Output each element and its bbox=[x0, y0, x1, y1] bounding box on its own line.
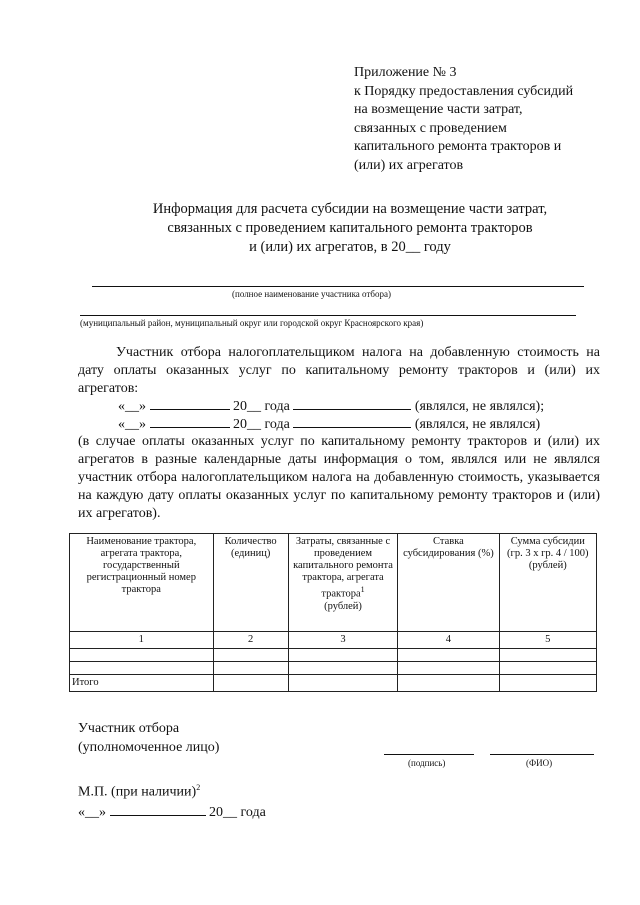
stamp-label-line bbox=[78, 778, 266, 803]
stamp-label: М.П. (при наличии) bbox=[78, 784, 197, 800]
date-year: 20__ года bbox=[233, 399, 290, 414]
participant-name-line bbox=[92, 286, 584, 287]
signature-caption: (подпись) bbox=[408, 758, 446, 768]
header-cell-name: Наименование трактора, агрегата трактора, государственный регистрационный номер трактора bbox=[70, 534, 214, 632]
footnote-2: 2 bbox=[196, 783, 201, 792]
note-text: (в случае оплаты оказанных услуг по капитальному ремонту тракторов и (или) их агрегатов в разные календарные даты информация о том, являлся или не являлся участник отбора налогоплательщиком налога на добавленную стоимость, указывается на каждую дату оплаты оказанных услуг по капитальному ремонту тракторов и (или) их агрегатов). bbox=[78, 434, 600, 521]
col-number: 4 bbox=[398, 632, 499, 649]
fio-caption: (ФИО) bbox=[526, 758, 553, 768]
stamp-date-year: 20__ года bbox=[209, 804, 266, 820]
header-cell-quantity: Количество (единиц) bbox=[213, 534, 288, 632]
appendix-line: (или) их агрегатов bbox=[354, 157, 464, 173]
date-day: «__» bbox=[118, 417, 146, 432]
status-blank bbox=[293, 397, 411, 410]
date-month-blank bbox=[150, 397, 230, 410]
title-line: и (или) их агрегатов, в 20__ году bbox=[249, 239, 451, 255]
total-label: Итого bbox=[70, 675, 214, 692]
appendix-line: связанных с проведением bbox=[354, 120, 507, 136]
header-cell-costs bbox=[288, 534, 397, 632]
footnote-1: 1 bbox=[360, 585, 365, 594]
header-cell-rate: Ставка субсидирования (%) bbox=[398, 534, 499, 632]
date-line-2 bbox=[118, 415, 540, 433]
intro-text: Участник отбора налогоплательщиком налога на добавленную стоимость на дату оплаты оказанных услуг по капитальному ремонту тракторов и (или) их агрегатов: bbox=[78, 345, 600, 396]
table-row bbox=[70, 649, 597, 662]
date-line-1 bbox=[118, 397, 544, 415]
stamp-date-blank bbox=[110, 803, 206, 816]
table-row bbox=[70, 662, 597, 675]
document-title bbox=[80, 200, 620, 257]
subsidy-table bbox=[69, 533, 597, 692]
signature-underline bbox=[384, 754, 474, 755]
status-hint: (являлся, не являлся) bbox=[414, 417, 541, 432]
date-year: 20__ года bbox=[233, 417, 290, 432]
municipality-caption: (муниципальный район, муниципальный округ или городской округ Красноярского края) bbox=[80, 318, 424, 328]
signature-line2: (уполномоченное лицо) bbox=[78, 739, 220, 755]
col-number: 5 bbox=[499, 632, 596, 649]
appendix-header bbox=[354, 64, 573, 175]
status-hint: (являлся, не являлся); bbox=[414, 399, 545, 414]
stamp-block bbox=[78, 778, 266, 823]
col-number: 1 bbox=[70, 632, 214, 649]
stamp-date-day: «__» bbox=[78, 804, 106, 820]
costs-text: Затраты, связанные с проведением капитального ремонта трактора, агрегата трактора bbox=[293, 536, 393, 600]
header-cell-sum: Сумма субсидии (гр. 3 x гр. 4 / 100) (рублей) bbox=[499, 534, 596, 632]
date-month-blank bbox=[150, 415, 230, 428]
appendix-line: капитального ремонта тракторов и bbox=[354, 139, 562, 154]
intro-paragraph bbox=[78, 344, 600, 398]
title-line: Информация для расчета субсидии на возмещение части затрат, bbox=[152, 201, 548, 217]
stamp-date-line bbox=[78, 803, 266, 823]
status-blank bbox=[293, 415, 411, 428]
signature-block bbox=[78, 720, 219, 757]
table-header-row bbox=[70, 534, 597, 632]
col-number: 3 bbox=[288, 632, 397, 649]
date-day: «__» bbox=[118, 399, 146, 414]
note-paragraph bbox=[78, 433, 600, 523]
title-line: связанных с проведением капитального ремонта тракторов bbox=[167, 220, 533, 236]
participant-name-caption: (полное наименование участника отбора) bbox=[232, 289, 391, 299]
municipality-line bbox=[80, 315, 576, 316]
table-total-row bbox=[70, 675, 597, 692]
table-number-row bbox=[70, 632, 597, 649]
appendix-line: Приложение № 3 bbox=[354, 65, 457, 80]
col-number: 2 bbox=[213, 632, 288, 649]
signature-line1: Участник отбора bbox=[78, 721, 180, 736]
fio-underline bbox=[490, 754, 594, 755]
costs-units: (рублей) bbox=[324, 600, 362, 612]
appendix-line: на возмещение части затрат, bbox=[354, 102, 523, 117]
appendix-line: к Порядку предоставления субсидий bbox=[354, 83, 574, 99]
